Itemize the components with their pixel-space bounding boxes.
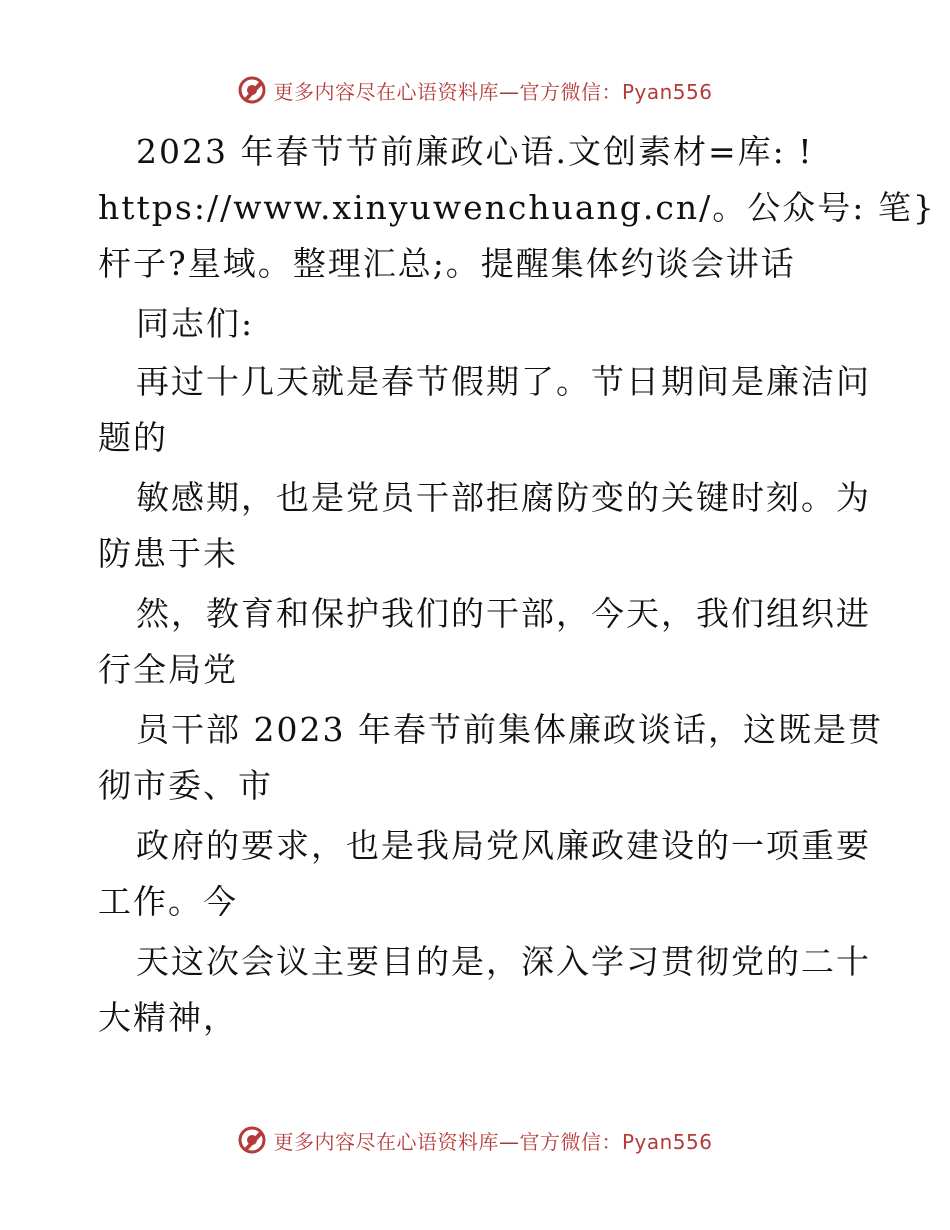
pen-logo-icon [237, 75, 267, 105]
text-line: 再过十几天就是春节假期了。节日期间是廉洁问 [136, 362, 871, 401]
text-line: https://www.xinyuwenchuang.cn/。公众号: 笔} [98, 188, 936, 227]
watermark-text: 更多内容尽在心语资料库—官方微信：Pyan556 [273, 1129, 713, 1154]
text-line: 大精神， [98, 998, 238, 1037]
pen-logo-icon [237, 1125, 267, 1155]
text-line: 题的 [98, 418, 168, 457]
text-line: 彻市委、市 [98, 766, 273, 805]
text-line: 工作。今 [98, 882, 238, 921]
footer-watermark [0, 1120, 950, 1160]
text-line: 2023 年春节节前廉政心语.文创素材=库: ! [136, 132, 814, 171]
text-line: 政府的要求，也是我局党风廉政建设的一项重要 [136, 826, 871, 865]
header-watermark [0, 70, 950, 110]
text-line: 敏感期，也是党员干部拒腐防变的关键时刻。为 [136, 478, 871, 517]
text-line: 防患于未 [98, 534, 238, 573]
text-line: 行全局党 [98, 650, 238, 689]
text-line: 同志们: [136, 304, 255, 343]
text-line: 员干部 2023 年春节前集体廉政谈话，这既是贯 [136, 710, 883, 749]
text-line: 杆子?星域。整理汇总;。提醒集体约谈会讲话 [98, 244, 796, 283]
text-line: 天这次会议主要目的是，深入学习贯彻党的二十 [136, 942, 871, 981]
watermark-text: 更多内容尽在心语资料库—官方微信：Pyan556 [273, 79, 713, 104]
text-line: 然，教育和保护我们的干部，今天，我们组织进 [136, 594, 871, 633]
